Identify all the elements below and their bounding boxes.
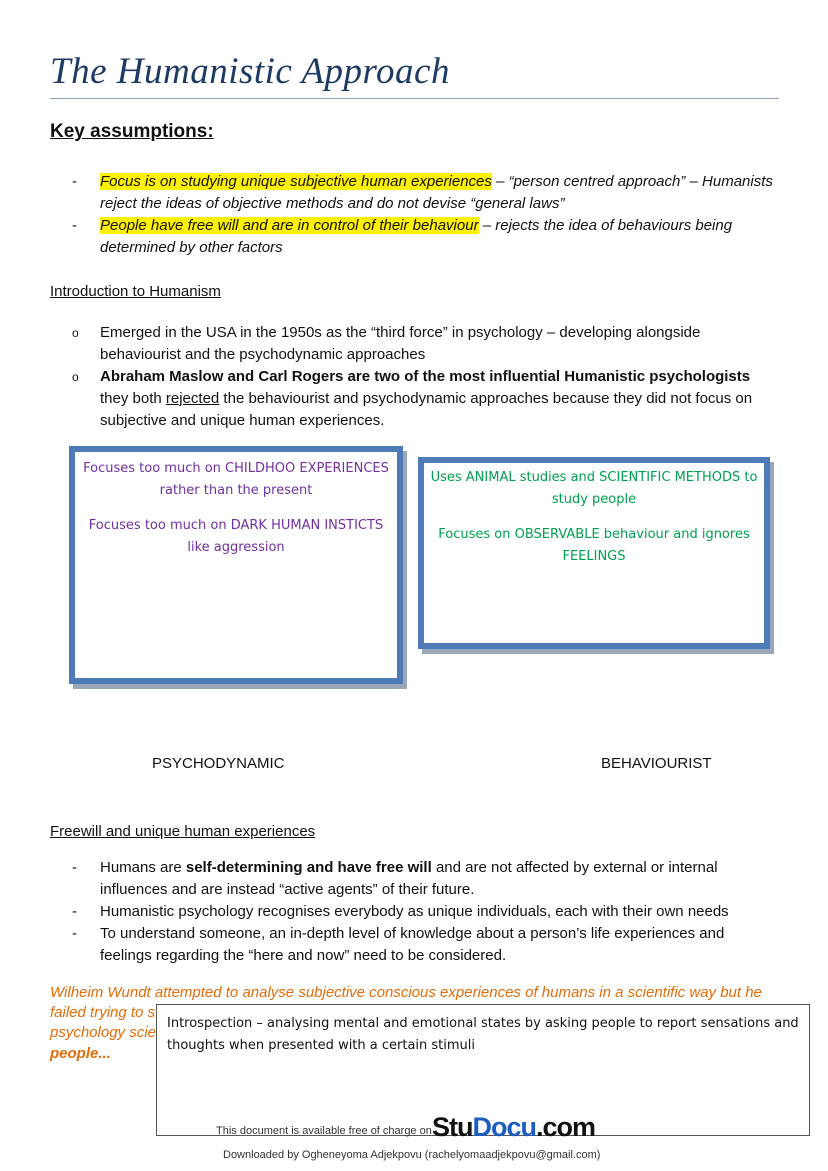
- availability-note: This document is available free of charge on: [216, 1125, 432, 1137]
- item-text: Humans are: [100, 859, 186, 876]
- item-text: Emerged in the USA in the 1950s as the “third force” in psychology – developing alongside behaviourist and the psychodynamic approaches: [100, 324, 701, 363]
- circle-bullet: o: [72, 326, 79, 340]
- psychodynamic-line-2: Focuses too much on DARK HUMAN INSTICTS like aggression: [88, 518, 384, 555]
- intro-heading: Introduction to Humanism: [50, 283, 221, 300]
- behaviourist-line-2: Focuses on OBSERVABLE behaviour and ignores FEELINGS: [438, 527, 750, 564]
- list-item: [72, 366, 780, 432]
- psychodynamic-box: [69, 446, 403, 684]
- circle-bullet: o: [72, 370, 79, 384]
- list-item: [72, 322, 780, 366]
- page-title: The Humanistic Approach: [50, 51, 450, 92]
- item-text: they both: [100, 390, 166, 407]
- list-item: [72, 857, 780, 901]
- dash-bullet: -: [72, 173, 77, 190]
- logo-part: .com: [536, 1112, 596, 1142]
- psychodynamic-line-1: Focuses too much on CHILDHOO EXPERIENCES rather than the present: [83, 461, 389, 498]
- behaviourist-line-1: Uses ANIMAL studies and SCIENTIFIC METHODS to study people: [430, 470, 758, 507]
- highlighted-text: People have free will and are in control of their behaviour: [100, 217, 479, 234]
- list-item: [72, 171, 780, 215]
- wundt-line-2: failed trying to s: [50, 1004, 156, 1021]
- freewill-heading: Freewill and unique human experiences: [50, 823, 316, 840]
- item-text: the behaviourist and psychodynamic approaches because they did not focus on subjective and unique human experiences.: [100, 390, 753, 429]
- dash-bullet: -: [72, 859, 77, 876]
- introspection-text: Introspection – analysing mental and emotional states by asking people to report sensations and thoughts when presented with a certain stimuli: [167, 1016, 799, 1053]
- studocu-logo[interactable]: [432, 1112, 595, 1143]
- item-text: Humanistic psychology recognises everybody as unique individuals, each with their own needs: [100, 903, 729, 920]
- intro-list: [72, 322, 780, 432]
- behaviourist-caption: BEHAVIOURIST: [601, 755, 712, 772]
- item-text: and are not affected by external or internal influences and are instead “active agents” of their future.: [100, 859, 718, 898]
- item-text: To understand someone, an in-depth level of knowledge about a person’s life experiences and feelings regarding the “here and now” need to be considered.: [100, 925, 725, 964]
- wundt-line-3: psychology scie: [50, 1024, 156, 1041]
- logo-part: Docu: [472, 1112, 536, 1142]
- wundt-line-4: people...: [50, 1045, 111, 1062]
- key-assumptions-heading: Key assumptions:: [50, 121, 214, 142]
- item-text: – “person centred approach” – Humanists reject the ideas of objective methods and do not devise “general laws”: [100, 173, 773, 212]
- bold-text: Abraham Maslow and Carl Rogers are two of the most influential Humanistic psychologists: [100, 368, 751, 385]
- dash-bullet: -: [72, 903, 77, 920]
- bold-text: self-determining and have free will: [185, 859, 432, 876]
- downloaded-by: Downloaded by Ogheneyoma Adjekpovu (rachelyomaadjekpovu@gmail.com): [223, 1149, 601, 1161]
- behaviourist-box: [418, 457, 770, 649]
- item-text: – rejects the idea of behaviours being determined by other factors: [100, 217, 733, 256]
- highlighted-text: Focus is on studying unique subjective human experiences: [100, 173, 492, 190]
- logo-part: Stu: [432, 1112, 473, 1142]
- wundt-line-1: Wilheim Wundt attempted to analyse subjective conscious experiences of humans in a scientific way but he: [50, 984, 762, 1001]
- freewill-list: [72, 857, 780, 967]
- title-divider: [50, 98, 779, 99]
- list-item: [72, 901, 780, 923]
- key-assumptions-list: [72, 171, 780, 259]
- dash-bullet: -: [72, 925, 77, 942]
- list-item: [72, 215, 780, 259]
- psychodynamic-caption: PSYCHODYNAMIC: [152, 755, 285, 772]
- dash-bullet: -: [72, 217, 77, 234]
- underlined-text: rejected: [165, 390, 220, 407]
- list-item: [72, 923, 780, 967]
